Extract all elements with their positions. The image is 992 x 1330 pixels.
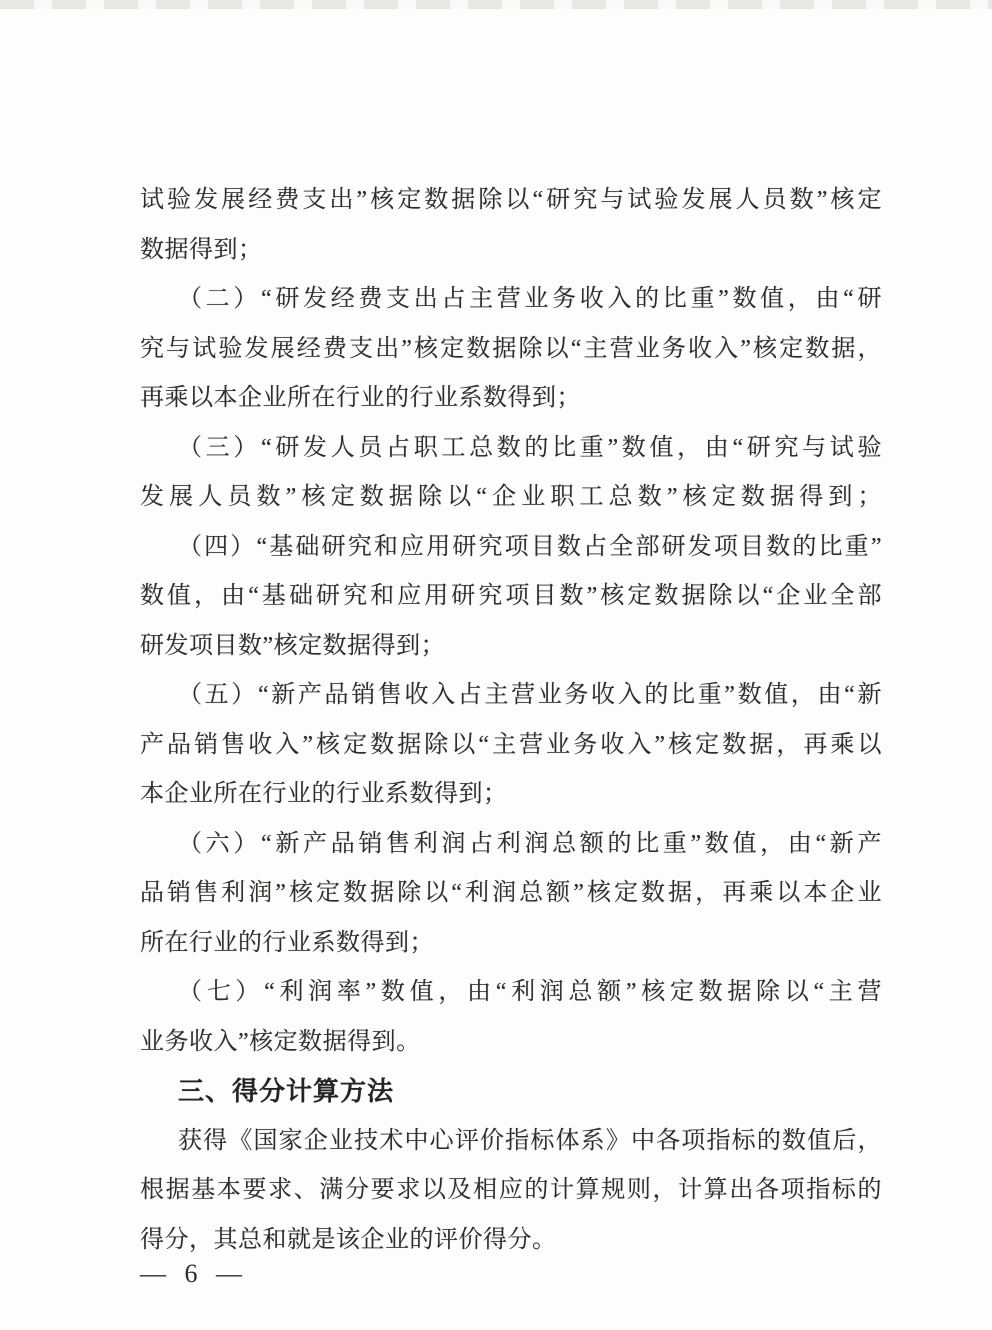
text-line: （七）“利润率”数值，由“利润总额”核定数据除以“主营	[178, 979, 882, 1005]
text-line: 根据基本要求、满分要求以及相应的计算规则，计算出各项指标的	[140, 1177, 882, 1203]
text-line: （三）“研发人员占职工总数的比重”数值，由“研究与试验	[178, 434, 882, 461]
text-line: 所在行业的行业系数得到；	[140, 929, 434, 956]
document-page	[140, 176, 882, 1265]
text-line: 获得《国家企业技术中心评价指标体系》中各项指标的数值后，	[178, 1127, 882, 1154]
text-line: （四）“基础研究和应用研究项目数占全部研发项目数的比重”	[178, 533, 882, 560]
text-line: （六）“新产品销售利润占利润总额的比重”数值，由“新产	[178, 830, 882, 857]
scan-artifact	[0, 0, 992, 9]
text-line: 得分，其总和就是该企业的评价得分。	[140, 1226, 557, 1253]
text-line: 再乘以本企业所在行业的行业系数得到；	[140, 385, 581, 411]
text-line: 数值，由“基础研究和应用研究项目数”核定数据除以“企业全部	[140, 583, 882, 609]
text-line: （五）“新产品销售收入占主营业务收入的比重”数值，由“新	[178, 682, 882, 708]
text-line: 试验发展经费支出”核定数据除以“研究与试验发展人员数”核定	[140, 187, 882, 213]
page-number: — 6 —	[140, 1259, 248, 1288]
text-line: 研发项目数”核定数据得到；	[140, 632, 446, 659]
text-line: 发展人员数”核定数据除以“企业职工总数”核定数据得到；	[140, 484, 882, 510]
section-heading: 三、得分计算方法	[178, 1076, 395, 1106]
text-line: 产品销售收入”核定数据除以“主营业务收入”核定数据，再乘以	[140, 731, 882, 758]
text-line: 数据得到；	[140, 236, 263, 263]
text-line: 究与试验发展经费支出”核定数据除以“主营业务收入”核定数据，	[140, 335, 882, 362]
text-line: 品销售利润”核定数据除以“利润总额”核定数据，再乘以本企业	[140, 880, 882, 906]
text-line: 业务收入”核定数据得到。	[140, 1028, 421, 1055]
text-line: （二）“研发经费支出占主营业务收入的比重”数值，由“研	[178, 286, 882, 312]
text-line: 本企业所在行业的行业系数得到；	[140, 781, 508, 807]
